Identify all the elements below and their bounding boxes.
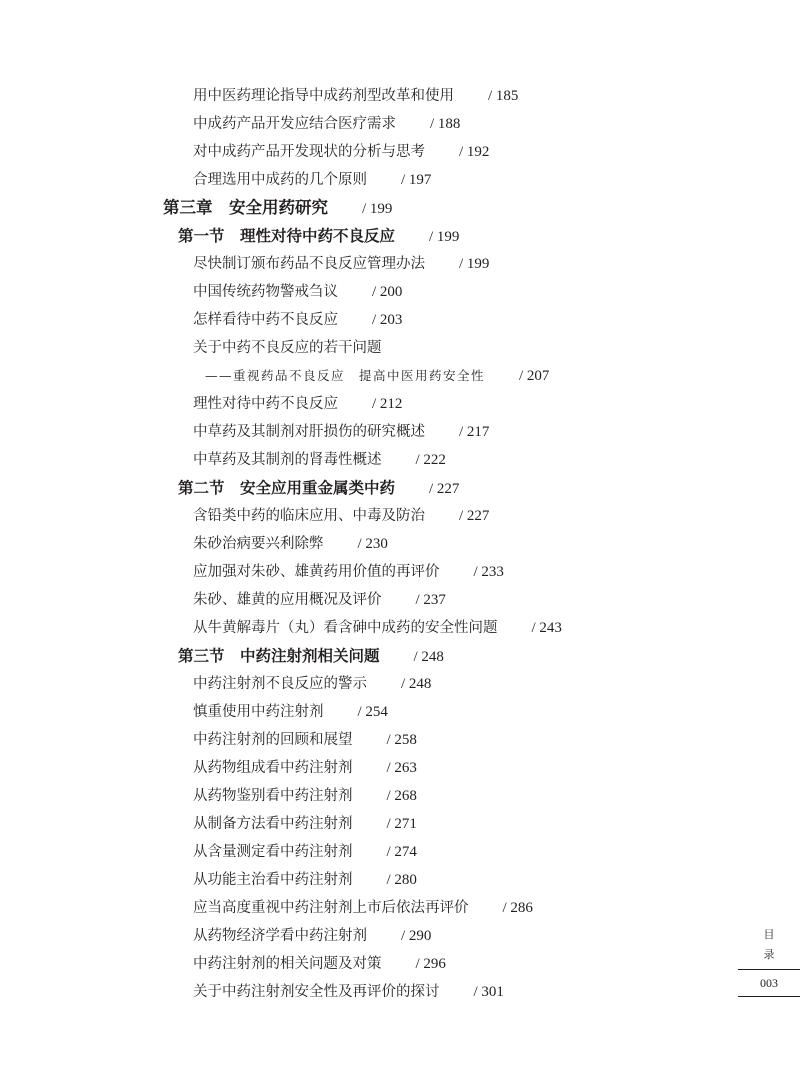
toc-section-row[interactable] — [0, 474, 730, 502]
toc-title: 朱砂、雄黄的应用概况及评价 — [193, 592, 382, 608]
toc-entry-row[interactable] — [0, 894, 730, 922]
toc-page-number: / 290 — [401, 928, 432, 944]
toc-title: 从药物鉴别看中药注射剂 — [193, 788, 353, 804]
side-tab — [738, 925, 800, 997]
toc-entry-row[interactable] — [0, 922, 730, 950]
toc-page-number: / 296 — [415, 956, 446, 972]
toc-title: 从功能主治看中药注射剂 — [193, 872, 353, 888]
toc-page-number: / 280 — [386, 872, 417, 888]
side-tab-char-mu: 目 — [763, 928, 775, 941]
toc-page-number: / 230 — [357, 536, 388, 552]
toc-title: 慎重使用中药注射剂 — [193, 704, 324, 720]
toc-title: 中草药及其制剂的肾毒性概述 — [193, 452, 382, 468]
toc-title: 从药物经济学看中药注射剂 — [193, 928, 367, 944]
toc-chapter-row[interactable] — [0, 194, 730, 222]
toc-title: 第三节 中药注射剂相关问题 — [178, 647, 380, 665]
toc-section-row[interactable] — [0, 642, 730, 670]
toc-page-number: / 192 — [459, 144, 490, 160]
toc-entry-row[interactable] — [0, 978, 730, 1006]
toc-title: 合理选用中成药的几个原则 — [193, 172, 367, 188]
toc-entry-row[interactable] — [0, 166, 730, 194]
toc-entry-row[interactable] — [0, 82, 730, 110]
toc-page-number: / 274 — [386, 844, 417, 860]
toc-entry-row[interactable] — [0, 502, 730, 530]
toc-entry-row[interactable] — [0, 418, 730, 446]
toc-title: 中成药产品开发应结合医疗需求 — [193, 116, 396, 132]
toc-page-number: / 263 — [386, 760, 417, 776]
toc-title: 朱砂治病要兴利除弊 — [193, 536, 324, 552]
toc-title: 对中成药产品开发现状的分析与思考 — [193, 144, 425, 160]
toc-entry-row[interactable] — [0, 838, 730, 866]
toc-entry-row[interactable] — [0, 446, 730, 474]
toc-title: 尽快制订颁布药品不良反应管理办法 — [193, 256, 425, 272]
toc-title: 理性对待中药不良反应 — [193, 396, 338, 412]
toc-page-number: / 243 — [531, 620, 562, 636]
toc-title: 从制备方法看中药注射剂 — [193, 816, 353, 832]
toc-entry-row[interactable] — [0, 306, 730, 334]
toc-title: 应加强对朱砂、雄黄药用价值的再评价 — [193, 564, 440, 580]
toc-page-number: / 233 — [473, 564, 504, 580]
toc-page-number: / 222 — [415, 452, 446, 468]
toc-page-number: / 286 — [502, 900, 533, 916]
toc-page-number: / 188 — [430, 116, 461, 132]
toc-entry-row[interactable] — [0, 586, 730, 614]
toc-entry-row[interactable] — [0, 110, 730, 138]
toc-title: 第一节 理性对待中药不良反应 — [178, 227, 396, 245]
toc-title: 中药注射剂的相关问题及对策 — [193, 956, 382, 972]
toc-page-number: / 185 — [488, 88, 519, 104]
toc-entry-row[interactable] — [0, 278, 730, 306]
toc-page-number: / 258 — [386, 732, 417, 748]
toc-entry-row[interactable] — [0, 866, 730, 894]
toc-page-number: / 207 — [519, 368, 550, 384]
toc-page-number: / 268 — [386, 788, 417, 804]
toc-page-number: / 248 — [401, 676, 432, 692]
side-tab-char-lu: 录 — [763, 948, 775, 961]
toc-entry-row[interactable] — [0, 670, 730, 698]
toc-page-number: / 212 — [372, 396, 403, 412]
toc-title: 第三章 安全用药研究 — [163, 198, 328, 217]
toc-page-number: / 227 — [459, 508, 490, 524]
toc-page-number: / 227 — [429, 481, 460, 497]
toc-title: 中药注射剂的回顾和展望 — [193, 732, 353, 748]
toc-page-number: / 237 — [415, 592, 446, 608]
toc-title: 从含量测定看中药注射剂 — [193, 844, 353, 860]
toc-page-number: / 271 — [386, 816, 417, 832]
toc-entry-row[interactable] — [0, 250, 730, 278]
toc-entry-row[interactable] — [0, 558, 730, 586]
toc-title: 从牛黄解毒片（丸）看含砷中成药的安全性问题 — [193, 620, 498, 636]
toc-page-number: / 254 — [357, 704, 388, 720]
toc-entry-row[interactable] — [0, 698, 730, 726]
toc-page-number: / 203 — [372, 312, 403, 328]
page-number: 003 — [760, 976, 778, 990]
toc-entry-row[interactable] — [0, 530, 730, 558]
toc-title: 从药物组成看中药注射剂 — [193, 760, 353, 776]
toc-title: 用中医药理论指导中成药剂型改革和使用 — [193, 88, 454, 104]
toc-title: 中国传统药物警戒刍议 — [193, 284, 338, 300]
toc-page-number: / 248 — [413, 649, 444, 665]
toc-page-number: / 199 — [362, 201, 393, 217]
toc-title: 怎样看待中药不良反应 — [193, 312, 338, 328]
toc-entry-row[interactable] — [0, 782, 730, 810]
toc-entry-row[interactable] — [0, 726, 730, 754]
side-tab-divider-bottom — [738, 996, 800, 997]
toc-entry-row[interactable] — [0, 614, 730, 642]
toc-sub-row[interactable] — [0, 362, 730, 390]
toc-page-number: / 197 — [401, 172, 432, 188]
toc-page-number: / 217 — [459, 424, 490, 440]
toc-section-row[interactable] — [0, 222, 730, 250]
toc-entry-row[interactable] — [0, 754, 730, 782]
toc-title: 关于中药不良反应的若干问题 — [193, 340, 382, 356]
toc-title: 中草药及其制剂对肝损伤的研究概述 — [193, 424, 425, 440]
toc-page-number: / 200 — [372, 284, 403, 300]
toc-entry-row[interactable] — [0, 138, 730, 166]
toc-page-number: / 199 — [429, 229, 460, 245]
toc-title: 第二节 安全应用重金属类中药 — [178, 479, 396, 497]
toc-title: 关于中药注射剂安全性及再评价的探讨 — [193, 984, 440, 1000]
toc-entry-row[interactable] — [0, 334, 730, 362]
toc-title: 中药注射剂不良反应的警示 — [193, 676, 367, 692]
toc-page-number: / 301 — [473, 984, 504, 1000]
toc-page-number: / 199 — [459, 256, 490, 272]
toc-title: ——重视药品不良反应 提高中医用药安全性 — [205, 368, 486, 383]
toc-title: 应当高度重视中药注射剂上市后依法再评价 — [193, 900, 469, 916]
table-of-contents — [0, 82, 730, 1006]
toc-entry-row[interactable] — [0, 810, 730, 838]
toc-entry-row[interactable] — [0, 950, 730, 978]
toc-title: 含铅类中药的临床应用、中毒及防治 — [193, 508, 425, 524]
toc-entry-row[interactable] — [0, 390, 730, 418]
